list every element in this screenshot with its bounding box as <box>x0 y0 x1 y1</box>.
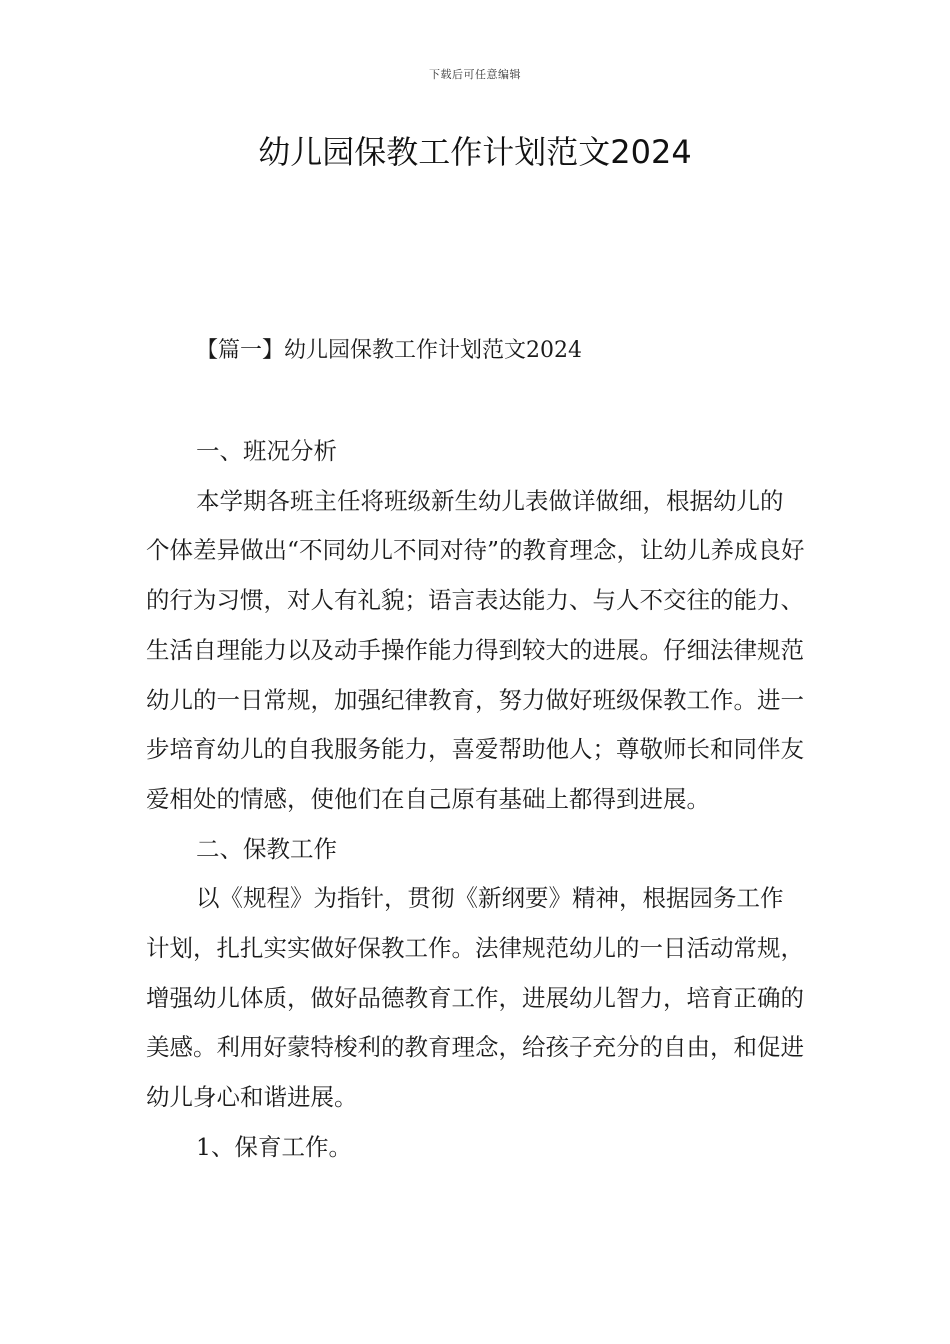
paragraph-class-analysis: 本学期各班主任将班级新生幼儿表做详做细，根据幼儿的个体差异做出“不同幼儿不同对待”的教育理念，让幼儿养成良好的行为习惯，对人有礼貌；语言表达能力、与人不交往的能力、生活自理能力以及动手操作能力得到较大的进展。仔细法律规范幼儿的一日常规，加强纪律教育，努力做好班级保教工作。进一步培育幼儿的自我服务能力，喜爱帮助他人；尊敬师长和同伴友爱相处的情感，使他们在自己原有基础上都得到进展。 <box>146 486 805 813</box>
header-note: 下载后可任意编辑 <box>429 68 521 81</box>
document-title: 幼儿园保教工作计划范文2024 <box>258 133 692 171</box>
subheading-nursing-work: 1、保育工作。 <box>196 1132 352 1161</box>
subheading-care-education: 二、保教工作 <box>196 834 337 863</box>
document-body <box>146 427 806 1173</box>
section-heading: 【篇一】幼儿园保教工作计划范文2024 <box>196 338 582 363</box>
paragraph-care-education: 以《规程》为指针，贯彻《新纲要》精神，根据园务工作计划，扎扎实实做好保教工作。法律规范幼儿的一日活动常规，增强幼儿体质，做好品德教育工作，进展幼儿智力，培育正确的美感。利用好蒙特梭利的教育理念，给孩子充分的自由，和促进幼儿身心和谐进展。 <box>146 884 804 1112</box>
subheading-class-analysis: 一、班况分析 <box>196 437 337 465</box>
